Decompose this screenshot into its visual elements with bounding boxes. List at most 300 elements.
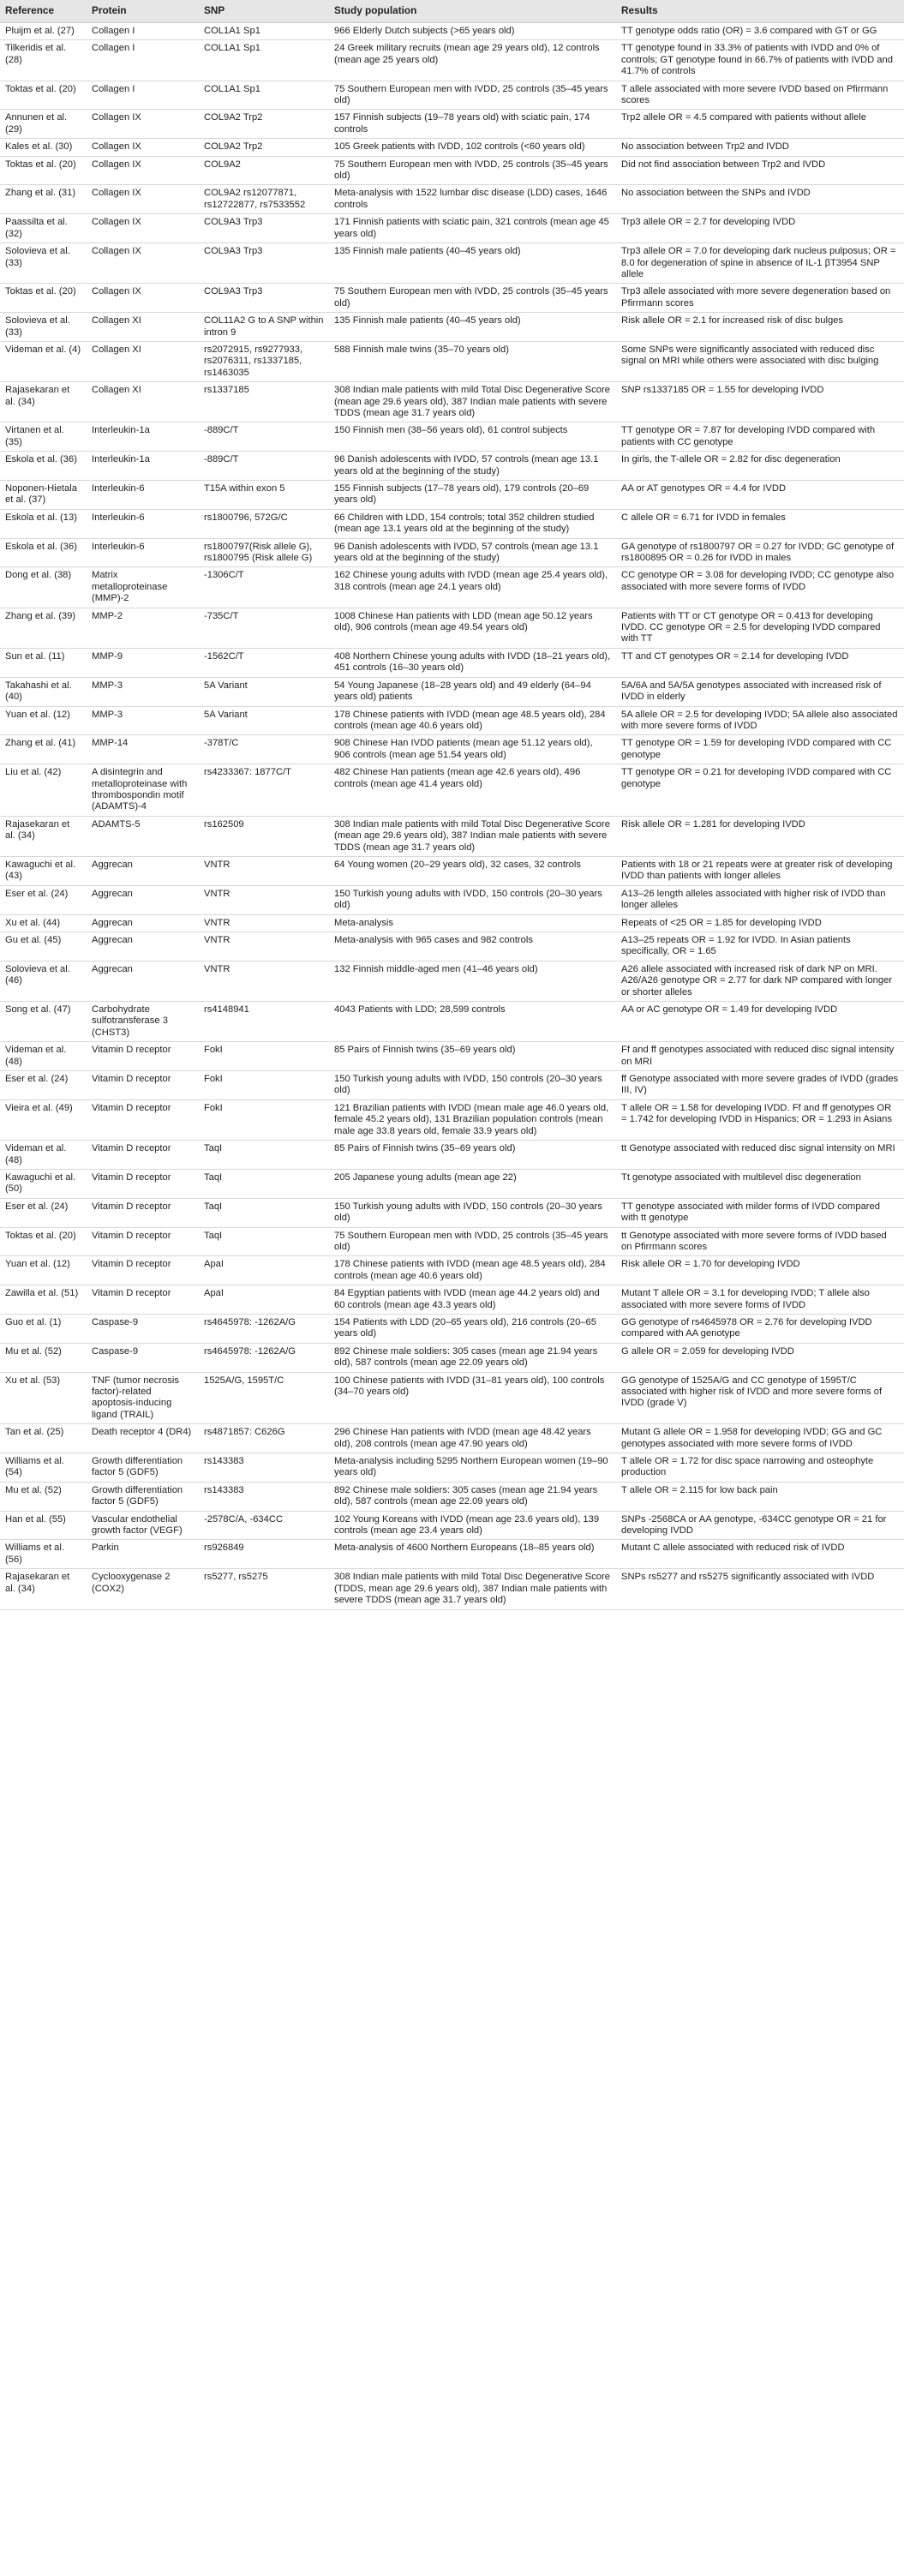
table-row <box>0 284 904 313</box>
reference-cell: Xu et al. (53) <box>0 1372 87 1424</box>
snp-cell: -2578C/A, -634CC <box>199 1511 329 1540</box>
table-row <box>0 1482 904 1511</box>
results-cell: Tt genotype associated with multilevel disc degeneration <box>616 1169 904 1198</box>
study-population-cell: 308 Indian male patients with mild Total Disc Degenerative Score (mean age 29.6 years old), 387 Indian male patients with severe TDDS (mean age 31.7 years old) <box>329 382 616 422</box>
table-row <box>0 856 904 885</box>
results-cell: tt Genotype associated with more severe forms of IVDD based on Pfirrmann scores <box>616 1227 904 1256</box>
reference-cell: Williams et al. (56) <box>0 1540 87 1569</box>
protein-cell: Collagen IX <box>87 214 199 243</box>
reference-cell: Gu et al. (45) <box>0 932 87 962</box>
snp-cell: -735C/T <box>199 608 329 648</box>
snp-cell: 5A Variant <box>199 677 329 706</box>
reference-cell: Dong et al. (38) <box>0 567 87 608</box>
header-reference: Reference <box>0 0 87 23</box>
snp-cell: VNTR <box>199 914 329 932</box>
protein-cell: Aggrecan <box>87 932 199 962</box>
table-row <box>0 110 904 139</box>
results-cell: A13–25 repeats OR = 1.92 for IVDD. In Asian patients specifically, OR = 1.65 <box>616 932 904 962</box>
reference-cell: Rajasekaran et al. (34) <box>0 382 87 422</box>
reference-cell: Song et al. (47) <box>0 1002 87 1042</box>
reference-cell: Virtanen et al. (35) <box>0 422 87 452</box>
reference-cell: Eskola et al. (36) <box>0 538 87 567</box>
reference-cell: Rajasekaran et al. (34) <box>0 816 87 856</box>
results-cell: Mutant T allele OR = 3.1 for developing IVDD; T allele also associated with more severe forms of IVDD <box>616 1285 904 1315</box>
results-cell: Repeats of <25 OR = 1.85 for developing IVDD <box>616 914 904 932</box>
results-cell: Risk allele OR = 1.70 for developing IVDD <box>616 1256 904 1285</box>
table-row <box>0 422 904 452</box>
reference-cell: Toktas et al. (20) <box>0 81 87 110</box>
protein-cell: Collagen XI <box>87 341 199 381</box>
results-cell: CC genotype OR = 3.08 for developing IVDD; CC genotype also associated with more severe forms of IVDD <box>616 567 904 608</box>
snp-cell: -1562C/T <box>199 648 329 677</box>
snp-cell: rs162509 <box>199 816 329 856</box>
snp-cell: rs4233367: 1877C/T <box>199 764 329 817</box>
table-row <box>0 706 904 735</box>
study-population-cell: 132 Finnish middle-aged men (41–46 years old) <box>329 961 616 1001</box>
table-row <box>0 764 904 817</box>
table-row <box>0 608 904 648</box>
study-population-cell: 150 Finnish men (38–56 years old), 61 control subjects <box>329 422 616 452</box>
snp-cell: VNTR <box>199 961 329 1001</box>
reference-cell: Videman et al. (4) <box>0 341 87 381</box>
study-population-cell: Meta-analysis of 4600 Northern Europeans (18–85 years old) <box>329 1540 616 1569</box>
study-population-cell: 178 Chinese patients with IVDD (mean age 48.5 years old), 284 controls (mean age 40.6 years old) <box>329 706 616 735</box>
snp-cell: rs143383 <box>199 1482 329 1511</box>
protein-cell: Aggrecan <box>87 961 199 1001</box>
reference-cell: Eskola et al. (13) <box>0 509 87 538</box>
results-cell: C allele OR = 6.71 for IVDD in females <box>616 509 904 538</box>
table-row <box>0 1314 904 1343</box>
study-population-cell: 157 Finnish subjects (19–78 years old) with sciatic pain, 174 controls <box>329 110 616 139</box>
header-snp: SNP <box>199 0 329 23</box>
table-row <box>0 1198 904 1227</box>
table-row <box>0 243 904 284</box>
results-cell: Trp3 allele OR = 7.0 for developing dark nucleus pulposus; OR = 8.0 for degeneration of spine in absence of IL-1 βT3954 SNP allele <box>616 243 904 284</box>
results-cell: SNPs rs5277 and rs5275 significantly associated with IVDD <box>616 1569 904 1609</box>
reference-cell: Mu et al. (52) <box>0 1343 87 1372</box>
snp-cell: rs143383 <box>199 1453 329 1483</box>
results-cell: Ff and ff genotypes associated with reduced disc signal intensity on MRI <box>616 1042 904 1071</box>
table-header-row <box>0 0 904 23</box>
study-population-cell: 178 Chinese patients with IVDD (mean age 48.5 years old), 284 controls (mean age 40.6 years old) <box>329 1256 616 1285</box>
reference-cell: Kawaguchi et al. (43) <box>0 856 87 885</box>
table-row <box>0 1256 904 1285</box>
table-row <box>0 23 904 40</box>
table-row <box>0 914 904 932</box>
reference-cell: Solovieva et al. (46) <box>0 961 87 1001</box>
reference-cell: Paassilta et al. (32) <box>0 214 87 243</box>
reference-cell: Solovieva et al. (33) <box>0 243 87 284</box>
protein-cell: Aggrecan <box>87 885 199 914</box>
study-population-cell: 75 Southern European men with IVDD, 25 controls (35–45 years old) <box>329 1227 616 1256</box>
snp-cell: COL9A2 <box>199 156 329 185</box>
results-cell: Risk allele OR = 2.1 for increased risk of disc bulges <box>616 313 904 342</box>
study-population-cell: 54 Young Japanese (18–28 years old) and 49 elderly (64–94 years old) patients <box>329 677 616 706</box>
protein-cell: Death receptor 4 (DR4) <box>87 1424 199 1453</box>
snp-cell: -1306C/T <box>199 567 329 608</box>
protein-cell: Vitamin D receptor <box>87 1071 199 1100</box>
table-row <box>0 1141 904 1170</box>
table-row <box>0 567 904 608</box>
reference-cell: Guo et al. (1) <box>0 1314 87 1343</box>
protein-cell: Aggrecan <box>87 914 199 932</box>
study-population-cell: 85 Pairs of Finnish twins (35–69 years old) <box>329 1042 616 1071</box>
study-population-cell: 85 Pairs of Finnish twins (35–69 years old) <box>329 1141 616 1170</box>
table-body <box>0 23 904 1610</box>
table-row <box>0 1343 904 1372</box>
results-cell: SNPs -2568CA or AA genotype, -634CC genotype OR = 21 for developing IVDD <box>616 1511 904 1540</box>
study-population-cell: 171 Finnish patients with sciatic pain, 321 controls (mean age 45 years old) <box>329 214 616 243</box>
study-population-cell: 154 Patients with LDD (20–65 years old), 216 controls (20–65 years old) <box>329 1314 616 1343</box>
results-cell: T allele OR = 1.72 for disc space narrowing and osteophyte production <box>616 1453 904 1483</box>
protein-cell: Vitamin D receptor <box>87 1256 199 1285</box>
snp-cell: -378T/C <box>199 735 329 764</box>
protein-cell: Vitamin D receptor <box>87 1227 199 1256</box>
snp-cell: COL9A3 Trp3 <box>199 284 329 313</box>
snp-cell: rs1337185 <box>199 382 329 422</box>
table-row <box>0 1227 904 1256</box>
reference-cell: Xu et al. (44) <box>0 914 87 932</box>
table-row <box>0 961 904 1001</box>
results-cell: Trp3 allele associated with more severe degeneration based on Pfirrmann scores <box>616 284 904 313</box>
snp-cell: FokI <box>199 1099 329 1140</box>
study-population-cell: 75 Southern European men with IVDD, 25 controls (35–45 years old) <box>329 81 616 110</box>
protein-cell: MMP-14 <box>87 735 199 764</box>
results-cell: Did not find association between Trp2 and IVDD <box>616 156 904 185</box>
table-row <box>0 1424 904 1453</box>
protein-cell: Growth differentiation factor 5 (GDF5) <box>87 1453 199 1483</box>
reference-cell: Toktas et al. (20) <box>0 284 87 313</box>
snp-cell: ApaI <box>199 1256 329 1285</box>
protein-cell: Parkin <box>87 1540 199 1569</box>
results-cell: T allele associated with more severe IVDD based on Pfirrmann scores <box>616 81 904 110</box>
study-population-cell: 135 Finnish male patients (40–45 years old) <box>329 313 616 342</box>
snp-cell: -889C/T <box>199 422 329 452</box>
protein-cell: Collagen IX <box>87 156 199 185</box>
study-population-cell: 308 Indian male patients with mild Total Disc Degenerative Score (TDDS, mean age 29.6 years old), 387 Indian male patients with severe TDDS (mean age 31.7 years old) <box>329 1569 616 1609</box>
reference-cell: Yuan et al. (12) <box>0 1256 87 1285</box>
study-population-cell: Meta-analysis with 965 cases and 982 controls <box>329 932 616 962</box>
protein-cell: Collagen IX <box>87 110 199 139</box>
study-population-cell: 105 Greek patients with IVDD, 102 controls (<60 years old) <box>329 139 616 156</box>
protein-cell: Vascular endothelial growth factor (VEGF) <box>87 1511 199 1540</box>
table-row <box>0 185 904 214</box>
study-population-cell: 75 Southern European men with IVDD, 25 controls (35–45 years old) <box>329 284 616 313</box>
snp-cell: COL9A2 rs12077871, rs12722877, rs7533552 <box>199 185 329 214</box>
protein-cell: Vitamin D receptor <box>87 1042 199 1071</box>
snp-cell: -889C/T <box>199 452 329 481</box>
table-row <box>0 1002 904 1042</box>
results-cell: No association between Trp2 and IVDD <box>616 139 904 156</box>
study-population-cell: 966 Elderly Dutch subjects (>65 years old) <box>329 23 616 40</box>
reference-cell: Vieira et al. (49) <box>0 1099 87 1140</box>
table-row <box>0 382 904 422</box>
results-cell: AA or AC genotype OR = 1.49 for developing IVDD <box>616 1002 904 1042</box>
table-row <box>0 1099 904 1140</box>
table-row <box>0 1540 904 1569</box>
protein-cell: Collagen I <box>87 40 199 81</box>
reference-cell: Tilkeridis et al. (28) <box>0 40 87 81</box>
study-population-cell: 1008 Chinese Han patients with LDD (mean age 50.12 years old), 906 controls (mean age 49.54 years old) <box>329 608 616 648</box>
results-cell: TT genotype found in 33.3% of patients with IVDD and 0% of controls; GT genotype found in 66.7% of patients with IVDD and 41.7% of controls <box>616 40 904 81</box>
snp-cell: rs1800797(Risk allele G), rs1800795 (Risk allele G) <box>199 538 329 567</box>
protein-cell: MMP-9 <box>87 648 199 677</box>
reference-cell: Mu et al. (52) <box>0 1482 87 1511</box>
reference-cell: Zhang et al. (39) <box>0 608 87 648</box>
results-cell: A13–26 length alleles associated with higher risk of IVDD than longer alleles <box>616 885 904 914</box>
protein-cell: Caspase-9 <box>87 1343 199 1372</box>
results-cell: tt Genotype associated with reduced disc signal intensity on MRI <box>616 1141 904 1170</box>
table-row <box>0 1372 904 1424</box>
snp-cell: COL9A2 Trp2 <box>199 110 329 139</box>
results-cell: TT genotype odds ratio (OR) = 3.6 compared with GT or GG <box>616 23 904 40</box>
protein-cell: ADAMTS-5 <box>87 816 199 856</box>
results-cell: T allele OR = 2.115 for low back pain <box>616 1482 904 1511</box>
snp-cell: rs4645978: -1262A/G <box>199 1343 329 1372</box>
reference-cell: Videman et al. (48) <box>0 1042 87 1071</box>
study-population-cell: 205 Japanese young adults (mean age 22) <box>329 1169 616 1198</box>
reference-cell: Solovieva et al. (33) <box>0 313 87 342</box>
study-population-cell: 84 Egyptian patients with IVDD (mean age 44.2 years old) and 60 controls (mean age 43.3 years old) <box>329 1285 616 1315</box>
results-cell: AA or AT genotypes OR = 4.4 for IVDD <box>616 481 904 510</box>
snp-cell: COL1A1 Sp1 <box>199 81 329 110</box>
reference-cell: Han et al. (55) <box>0 1511 87 1540</box>
protein-cell: Interleukin-1a <box>87 422 199 452</box>
study-population-cell: 135 Finnish male patients (40–45 years old) <box>329 243 616 284</box>
table-row <box>0 81 904 110</box>
protein-cell: Vitamin D receptor <box>87 1099 199 1140</box>
results-cell: Risk allele OR = 1.281 for developing IVDD <box>616 816 904 856</box>
reference-cell: Eser et al. (24) <box>0 1198 87 1227</box>
protein-cell: Collagen I <box>87 81 199 110</box>
table-row <box>0 1169 904 1198</box>
protein-cell: Interleukin-1a <box>87 452 199 481</box>
results-cell: GG genotype of 1525A/G and CC genotype of 1595T/C associated with higher risk of IVDD and more severe forms of IVDD (grade V) <box>616 1372 904 1424</box>
table-row <box>0 932 904 962</box>
reference-cell: Liu et al. (42) <box>0 764 87 817</box>
study-population-cell: 150 Turkish young adults with IVDD, 150 controls (20–30 years old) <box>329 885 616 914</box>
protein-cell: Interleukin-6 <box>87 481 199 510</box>
study-population-cell: 150 Turkish young adults with IVDD, 150 controls (20–30 years old) <box>329 1198 616 1227</box>
reference-cell: Noponen-Hietala et al. (37) <box>0 481 87 510</box>
table-row <box>0 1285 904 1315</box>
study-population-cell: 96 Danish adolescents with IVDD, 57 controls (mean age 13.1 years old at the beginning of the study) <box>329 452 616 481</box>
table-row <box>0 156 904 185</box>
study-population-cell: 892 Chinese male soldiers: 305 cases (mean age 21.94 years old), 587 controls (mean age 22.09 years old) <box>329 1343 616 1372</box>
snp-cell: COL9A2 Trp2 <box>199 139 329 156</box>
protein-cell: Collagen IX <box>87 284 199 313</box>
protein-cell: Carbohydrate sulfotransferase 3 (CHST3) <box>87 1002 199 1042</box>
reference-cell: Yuan et al. (12) <box>0 706 87 735</box>
results-cell: GG genotype of rs4645978 OR = 2.76 for developing IVDD compared with AA genotype <box>616 1314 904 1343</box>
protein-cell: Matrix metalloproteinase (MMP)-2 <box>87 567 199 608</box>
table-row <box>0 509 904 538</box>
snp-cell: VNTR <box>199 856 329 885</box>
table-row <box>0 735 904 764</box>
study-population-cell: 100 Chinese patients with IVDD (31–81 years old), 100 controls (34–70 years old) <box>329 1372 616 1424</box>
study-population-cell: 296 Chinese Han patients with IVDD (mean age 48.42 years old), 208 controls (mean age 47.90 years old) <box>329 1424 616 1453</box>
results-cell: TT genotype OR = 1.59 for developing IVDD compared with CC genotype <box>616 735 904 764</box>
results-cell: Mutant C allele associated with reduced risk of IVDD <box>616 1540 904 1569</box>
table-row <box>0 1042 904 1071</box>
reference-cell: Eskola et al. (36) <box>0 452 87 481</box>
reference-cell: Toktas et al. (20) <box>0 1227 87 1256</box>
snp-cell: rs2072915, rs9277933, rs2076311, rs1337185, rs1463035 <box>199 341 329 381</box>
protein-cell: Vitamin D receptor <box>87 1198 199 1227</box>
table-row <box>0 538 904 567</box>
results-cell: Some SNPs were significantly associated with reduced disc signal on MRI while others were associated with disc bulging <box>616 341 904 381</box>
reference-cell: Zhang et al. (41) <box>0 735 87 764</box>
results-cell: TT and CT genotypes OR = 2.14 for developing IVDD <box>616 648 904 677</box>
protein-cell: Caspase-9 <box>87 1314 199 1343</box>
snp-cell: rs4148941 <box>199 1002 329 1042</box>
results-cell: In girls, the T-allele OR = 2.82 for disc degeneration <box>616 452 904 481</box>
reference-cell: Pluijm et al. (27) <box>0 23 87 40</box>
snp-cell: 5A Variant <box>199 706 329 735</box>
table-row <box>0 1453 904 1483</box>
reference-cell: Eser et al. (24) <box>0 1071 87 1100</box>
reference-cell: Eser et al. (24) <box>0 885 87 914</box>
results-cell: ff Genotype associated with more severe grades of IVDD (grades III, IV) <box>616 1071 904 1100</box>
reference-cell: Sun et al. (11) <box>0 648 87 677</box>
table-row <box>0 1071 904 1100</box>
results-cell: Mutant G allele OR = 1.958 for developing IVDD; GG and GC genotypes associated with more severe forms of IVDD <box>616 1424 904 1453</box>
results-cell: No association between the SNPs and IVDD <box>616 185 904 214</box>
reference-cell: Kales et al. (30) <box>0 139 87 156</box>
snp-cell: T15A within exon 5 <box>199 481 329 510</box>
table-row <box>0 816 904 856</box>
results-cell: TT genotype OR = 7.87 for developing IVDD compared with patients with CC genotype <box>616 422 904 452</box>
reference-cell: Toktas et al. (20) <box>0 156 87 185</box>
reference-cell: Williams et al. (54) <box>0 1453 87 1483</box>
study-population-cell: Meta-analysis with 1522 lumbar disc disease (LDD) cases, 1646 controls <box>329 185 616 214</box>
results-cell: Patients with TT or CT genotype OR = 0.413 for developing IVDD. CC genotype OR = 2.5 for developing IVDD compared with TT <box>616 608 904 648</box>
protein-cell: Interleukin-6 <box>87 509 199 538</box>
study-population-cell: 162 Chinese young adults with IVDD (mean age 25.4 years old), 318 controls (mean age 24.1 years old) <box>329 567 616 608</box>
snp-cell: VNTR <box>199 885 329 914</box>
protein-cell: MMP-2 <box>87 608 199 648</box>
table-row <box>0 214 904 243</box>
header-results: Results <box>616 0 904 23</box>
protein-cell: Cyclooxygenase 2 (COX2) <box>87 1569 199 1609</box>
protein-cell: Collagen XI <box>87 313 199 342</box>
results-cell: T allele OR = 1.58 for developing IVDD. Ff and ff genotypes OR = 1.742 for developing IVDD in Hispanics; OR = 1.293 in Asians <box>616 1099 904 1140</box>
snp-cell: COL9A3 Trp3 <box>199 214 329 243</box>
table-row <box>0 1511 904 1540</box>
snp-cell: COL11A2 G to A SNP within intron 9 <box>199 313 329 342</box>
study-population-cell: 150 Turkish young adults with IVDD, 150 controls (20–30 years old) <box>329 1071 616 1100</box>
snp-cell: VNTR <box>199 932 329 962</box>
study-population-cell: 66 Children with LDD, 154 controls; total 352 children studied (mean age 13.1 years old at the beginning of the study) <box>329 509 616 538</box>
protein-cell: Interleukin-6 <box>87 538 199 567</box>
protein-cell: MMP-3 <box>87 677 199 706</box>
snp-cell: rs926849 <box>199 1540 329 1569</box>
snp-cell: FokI <box>199 1071 329 1100</box>
reference-cell: Kawaguchi et al. (50) <box>0 1169 87 1198</box>
protein-cell: A disintegrin and metalloproteinase with thrombospondin motif (ADAMTS)-4 <box>87 764 199 817</box>
protein-cell: Collagen I <box>87 23 199 40</box>
study-population-cell: 75 Southern European men with IVDD, 25 controls (35–45 years old) <box>329 156 616 185</box>
snp-cell: COL1A1 Sp1 <box>199 23 329 40</box>
results-cell: Patients with 18 or 21 repeats were at greater risk of developing IVDD than patients with longer alleles <box>616 856 904 885</box>
results-cell: Trp2 allele OR = 4.5 compared with patients without allele <box>616 110 904 139</box>
study-population-cell: 4043 Patients with LDD; 28,599 controls <box>329 1002 616 1042</box>
protein-cell: Vitamin D receptor <box>87 1285 199 1315</box>
study-population-cell: Meta-analysis including 5295 Northern European women (19–90 years old) <box>329 1453 616 1483</box>
snp-cell: TaqI <box>199 1227 329 1256</box>
results-cell: G allele OR = 2.059 for developing IVDD <box>616 1343 904 1372</box>
protein-cell: Vitamin D receptor <box>87 1169 199 1198</box>
table-row <box>0 481 904 510</box>
table-row <box>0 648 904 677</box>
snp-cell: rs4871857: C626G <box>199 1424 329 1453</box>
reference-cell: Zawilla et al. (51) <box>0 1285 87 1315</box>
snp-cell: TaqI <box>199 1141 329 1170</box>
snp-cell: FokI <box>199 1042 329 1071</box>
reference-cell: Zhang et al. (31) <box>0 185 87 214</box>
study-population-cell: 408 Northern Chinese young adults with IVDD (18–21 years old), 451 controls (16–30 years old) <box>329 648 616 677</box>
protein-cell: Collagen IX <box>87 139 199 156</box>
snp-cell: rs1800796, 572G/C <box>199 509 329 538</box>
snp-cell: rs5277, rs5275 <box>199 1569 329 1609</box>
protein-cell: Growth differentiation factor 5 (GDF5) <box>87 1482 199 1511</box>
study-population-cell: Meta-analysis <box>329 914 616 932</box>
protein-cell: TNF (tumor necrosis factor)-related apoptosis-inducing ligand (TRAIL) <box>87 1372 199 1424</box>
table-row <box>0 452 904 481</box>
study-population-cell: 96 Danish adolescents with IVDD, 57 controls (mean age 13.1 years old at the beginning of the study) <box>329 538 616 567</box>
table-row <box>0 313 904 342</box>
results-cell: GA genotype of rs1800797 OR = 0.27 for IVDD; GC genotype of rs1800895 OR = 0.26 for IVDD in males <box>616 538 904 567</box>
study-population-cell: 908 Chinese Han IVDD patients (mean age 51.12 years old), 906 controls (mean age 51.54 years old) <box>329 735 616 764</box>
protein-cell: Vitamin D receptor <box>87 1141 199 1170</box>
snp-cell: TaqI <box>199 1198 329 1227</box>
header-protein: Protein <box>87 0 199 23</box>
study-population-cell: 588 Finnish male twins (35–70 years old) <box>329 341 616 381</box>
snp-cell: COL9A3 Trp3 <box>199 243 329 284</box>
table-row <box>0 40 904 81</box>
results-cell: TT genotype associated with milder forms of IVDD compared with tt genotype <box>616 1198 904 1227</box>
reference-cell: Videman et al. (48) <box>0 1141 87 1170</box>
study-population-cell: 155 Finnish subjects (17–78 years old), 179 controls (20–69 years old) <box>329 481 616 510</box>
snp-cell: COL1A1 Sp1 <box>199 40 329 81</box>
table-row <box>0 885 904 914</box>
study-population-cell: 102 Young Koreans with IVDD (mean age 23.6 years old), 139 controls (mean age 23.4 years old) <box>329 1511 616 1540</box>
snp-cell: rs4645978: -1262A/G <box>199 1314 329 1343</box>
results-cell: 5A/6A and 5A/5A genotypes associated with increased risk of IVDD in elderly <box>616 677 904 706</box>
results-cell: TT genotype OR = 0.21 for developing IVDD compared with CC genotype <box>616 764 904 817</box>
results-cell: A26 allele associated with increased risk of dark NP on MRI. A26/A26 genotype OR = 2.77 for dark NP compared with longer or shorter alleles <box>616 961 904 1001</box>
protein-cell: Aggrecan <box>87 856 199 885</box>
results-cell: SNP rs1337185 OR = 1.55 for developing IVDD <box>616 382 904 422</box>
header-study-population: Study population <box>329 0 616 23</box>
study-population-cell: 892 Chinese male soldiers: 305 cases (mean age 21.94 years old), 587 controls (mean age 22.09 years old) <box>329 1482 616 1511</box>
study-population-cell: 121 Brazilian patients with IVDD (mean male age 46.0 years old, female 45.2 years old), 131 Brazilian population controls (mean male age 33.8 years old, female 33.9 years old) <box>329 1099 616 1140</box>
protein-cell: Collagen IX <box>87 185 199 214</box>
study-population-cell: 64 Young women (20–29 years old), 32 cases, 32 controls <box>329 856 616 885</box>
reference-cell: Rajasekaran et al. (34) <box>0 1569 87 1609</box>
snp-cell: ApaI <box>199 1285 329 1315</box>
protein-cell: MMP-3 <box>87 706 199 735</box>
study-population-cell: 482 Chinese Han patients (mean age 42.6 years old), 496 controls (mean age 41.4 years old) <box>329 764 616 817</box>
snp-cell: 1525A/G, 1595T/C <box>199 1372 329 1424</box>
protein-cell: Collagen IX <box>87 243 199 284</box>
table-row <box>0 139 904 156</box>
reference-cell: Takahashi et al. (40) <box>0 677 87 706</box>
results-cell: Trp3 allele OR = 2.7 for developing IVDD <box>616 214 904 243</box>
snp-cell: TaqI <box>199 1169 329 1198</box>
table-row <box>0 677 904 706</box>
study-population-cell: 24 Greek military recruits (mean age 29 years old), 12 controls (mean age 25 years old) <box>329 40 616 81</box>
